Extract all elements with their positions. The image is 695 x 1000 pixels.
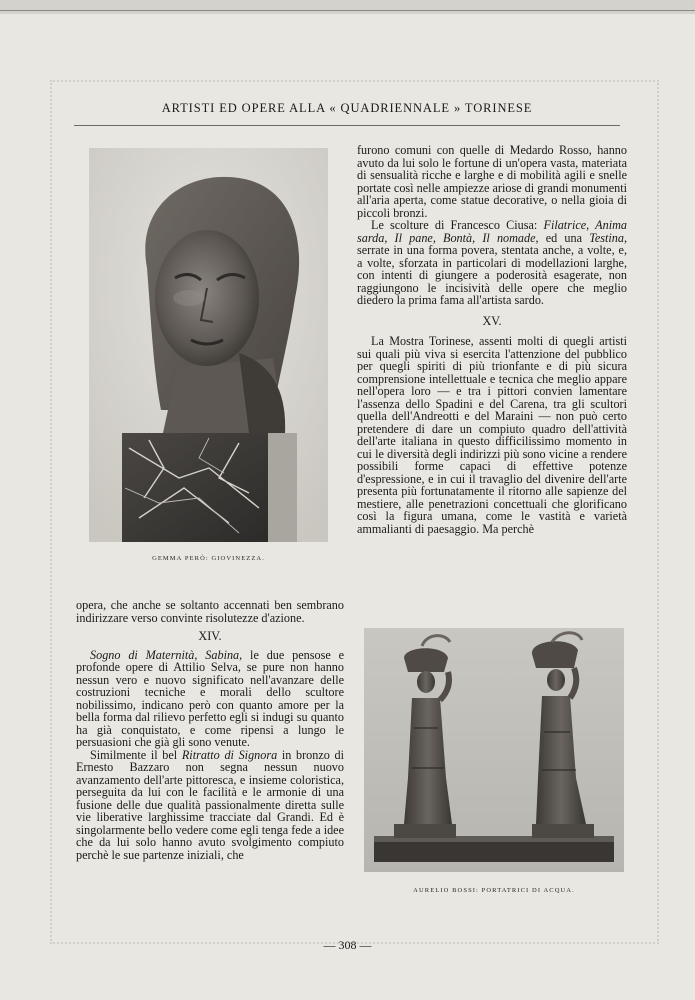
right-paragraph-3: La Mostra Torinese, assenti molti di quegli artisti sui quali più viva si esercita l'attenzione del pubblico per quegli spiriti di più trionfante e di più sicura comprensione intellettuale e tecnica che meglio appare nell'opera loro — e tra i pittori convien lamentare l'assenza dello Spadini e del Carena, tra gli scultori quella dell'Andreotti e del Maraini — non può certo pretendere di dare un compiuto quadro dell'attività dell'arte italiana in questo difficilissimo momento in cui le diversità degli indirizzi più sono vicine a rendere possibili forme capaci di effettive potenze d'espressione, e in cui il travaglio del divenire dell'arte presenta più fortunatamente il ritorno alle sapienze del mestiere, alle penetrazioni concettuali che glorificano così la figura umana, come le vastità e varietà ammalianti di paesaggio. Ma perchè <box>357 334 627 536</box>
photo-head-sculpture <box>89 148 328 542</box>
text-run: Similmente il bel <box>90 747 182 762</box>
text-run: le due pensose e profonde opere di Attilio Selva, se pure non hanno nessun vero e nuovo significato nell'avanzare delle costruzioni tecniche e morali dello scultore nobilissimo, indicano però con quanto amore per la bella forma dal rilievo perfetto egli si indugi su quanto ha già conquistato, e come ripensi a lungo le persuasioni che già gli sono venute. <box>76 647 344 749</box>
left-paragraph-2 <box>76 649 344 749</box>
text-run: serrate in una forma povera, stentata anche, a volte, e, a volte, sforzata in particolari di modellazioni larghe, con intenti di giungere a poderosità esagerate, non raggiungono le incisività delle opere che meglio diedero la prima fama all'artista sardo. <box>357 243 627 307</box>
caption-head-sculpture: GEMMA PERÒ: GIOVINEZZA. <box>152 555 265 562</box>
page-number: — 308 — <box>323 938 372 952</box>
header-rule <box>74 125 620 126</box>
text-run: Le scolture di Francesco Ciusa: <box>371 218 544 232</box>
running-head: ARTISTI ED OPERE ALLA « QUADRIENNALE » TORINESE <box>161 101 533 115</box>
text-run: in bronzo di Ernesto Bazzaro non segna nessun nuovo avanzamento dell'arte pittoresca, e insieme coloristica, perseguita da lui con le facilità e le armonie di una fusione delle due qualità passionalmente diretta sulle vie liberative larghissime tracciate dal Grandi. Ed è singolarmente bello vedere come egli tenga fede a idee che da lui solo hanno avuto svolgimento compiuto perchè le sue partenze iniziali, che <box>76 747 345 862</box>
caption-water-carriers: AURELIO BOSSI: PORTATRICI DI ACQUA. <box>413 887 575 894</box>
right-text-column <box>357 144 627 535</box>
left-paragraph-3 <box>76 749 344 862</box>
section-heading-xv: XV. <box>482 313 502 328</box>
italic-title: Sogno di Maternità, Sabina, <box>90 647 243 662</box>
text-run: ed una <box>538 230 590 245</box>
photo-water-carriers <box>364 628 624 872</box>
left-paragraph-1: opera, che anche se soltanto accennati ben sembrano indirizzare verso convinte risolutezze d'azione. <box>76 598 344 625</box>
section-heading-xiv: XIV. <box>198 629 222 643</box>
right-paragraph-2 <box>357 219 627 307</box>
italic-title: Filatrice, Anima sarda, Il pane, Bontà, Il nomade, <box>357 218 627 245</box>
page-top-line <box>0 10 695 11</box>
italic-title: Ritratto di Signora <box>181 747 278 762</box>
italic-title: Testina, <box>589 230 628 245</box>
left-text-column <box>76 599 344 861</box>
right-paragraph-1: furono comuni con quelle di Medardo Rosso, hanno avuto da lui solo le fortune di un'opera vasta, materiata di sensualità ricche e larghe e di mobilità agili e snelle portate così nelle ampiezze ariose di grandi monumenti all'aria aperta, come statue decorative, o nella gioia di piccoli bronzi. <box>357 143 627 220</box>
page-top-band <box>0 0 695 14</box>
